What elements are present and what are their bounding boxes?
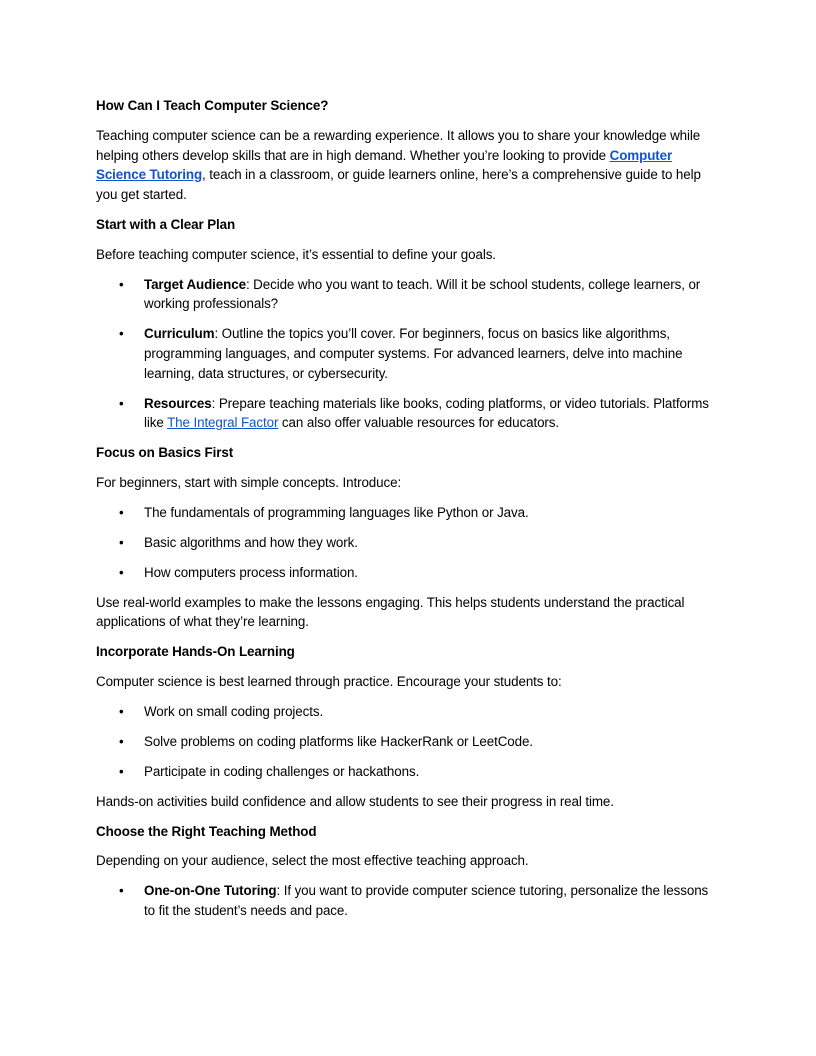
section-heading-teaching-method: Choose the Right Teaching Method — [96, 823, 317, 839]
section-intro: Before teaching computer science, it’s essential to define your goals. — [96, 246, 496, 262]
list-item — [96, 533, 720, 553]
list-item-text: : Decide who you want to teach. Will it be school students, college learners, or working professionals? — [144, 276, 701, 312]
bullet-icon: • — [119, 763, 124, 779]
bullet-icon: • — [119, 504, 124, 520]
list-item-text-continued: can also offer valuable resources for educators. — [278, 415, 559, 431]
list-item — [96, 732, 720, 752]
bullet-icon: • — [119, 326, 124, 342]
list-item-term: Resources — [144, 395, 212, 411]
list-item-term: Curriculum — [144, 326, 215, 342]
list-item — [96, 881, 720, 920]
list-item-term: Target Audience — [144, 276, 246, 292]
list-item-text: Basic algorithms and how they work. — [144, 534, 358, 550]
page-title: How Can I Teach Computer Science? — [96, 98, 329, 113]
section-heading-clear-plan: Start with a Clear Plan — [96, 216, 236, 232]
list-item-text: Participate in coding challenges or hackathons. — [144, 763, 420, 779]
bullet-icon: • — [119, 276, 124, 292]
list-item-text: : If you want to provide computer science tutoring, personalize the lessons to fit the student’s needs and pace. — [144, 883, 709, 919]
bullet-list — [96, 702, 720, 781]
bullet-icon: • — [119, 395, 124, 411]
intro-text-continued: , teach in a classroom, or guide learners online, here’s a comprehensive guide to help you get started. — [96, 167, 701, 202]
list-item-text: Solve problems on coding platforms like HackerRank or LeetCode. — [144, 733, 533, 749]
bullet-icon: • — [119, 703, 124, 719]
bullet-icon: • — [119, 733, 124, 749]
list-item-text: The fundamentals of programming languages like Python or Java. — [144, 504, 529, 520]
list-item — [96, 563, 720, 583]
list-item-text: How computers process information. — [144, 564, 358, 580]
bullet-list — [96, 503, 720, 582]
section-outro: Use real-world examples to make the lessons engaging. This helps students understand the practical applications of what they’re learning. — [96, 594, 685, 630]
list-item — [96, 702, 720, 722]
list-item-text: Work on small coding projects. — [144, 703, 324, 719]
section-heading-basics: Focus on Basics First — [96, 445, 234, 461]
intro-paragraph — [96, 126, 720, 205]
section-heading-hands-on: Incorporate Hands-On Learning — [96, 644, 295, 660]
list-item — [96, 394, 720, 433]
bullet-list — [96, 275, 720, 433]
list-item — [96, 503, 720, 523]
list-item-text: : Prepare teaching materials like books, coding platforms, or video tutorials. Platforms like — [144, 395, 709, 431]
section-intro: Depending on your audience, select the most effective teaching approach. — [96, 853, 529, 869]
bullet-icon: • — [119, 564, 124, 580]
bullet-icon: • — [119, 534, 124, 550]
list-item-term: One-on-One Tutoring — [144, 883, 277, 899]
integral-factor-link[interactable]: The Integral Factor — [167, 415, 279, 431]
bullet-icon: • — [119, 883, 124, 899]
bullet-list — [96, 881, 720, 920]
section-outro: Hands-on activities build confidence and allow students to see their progress in real time. — [96, 793, 614, 809]
intro-text: Teaching computer science can be a rewarding experience. It allows you to share your knowledge while helping others develop skills that are in high demand. Whether you’re looking to provide — [96, 127, 701, 163]
list-item — [96, 324, 720, 383]
list-item — [96, 762, 720, 782]
computer-science-tutoring-link[interactable]: Computer Science Tutoring — [96, 147, 673, 183]
document-page — [96, 96, 720, 931]
list-item-text: : Outline the topics you’ll cover. For beginners, focus on basics like algorithms, programming languages, and computer systems. For advanced learners, delve into machine learning, data structures, or cybersecurity. — [144, 326, 683, 381]
section-intro: Computer science is best learned through practice. Encourage your students to: — [96, 674, 562, 690]
list-item — [96, 275, 720, 314]
section-intro: For beginners, start with simple concepts. Introduce: — [96, 475, 402, 491]
